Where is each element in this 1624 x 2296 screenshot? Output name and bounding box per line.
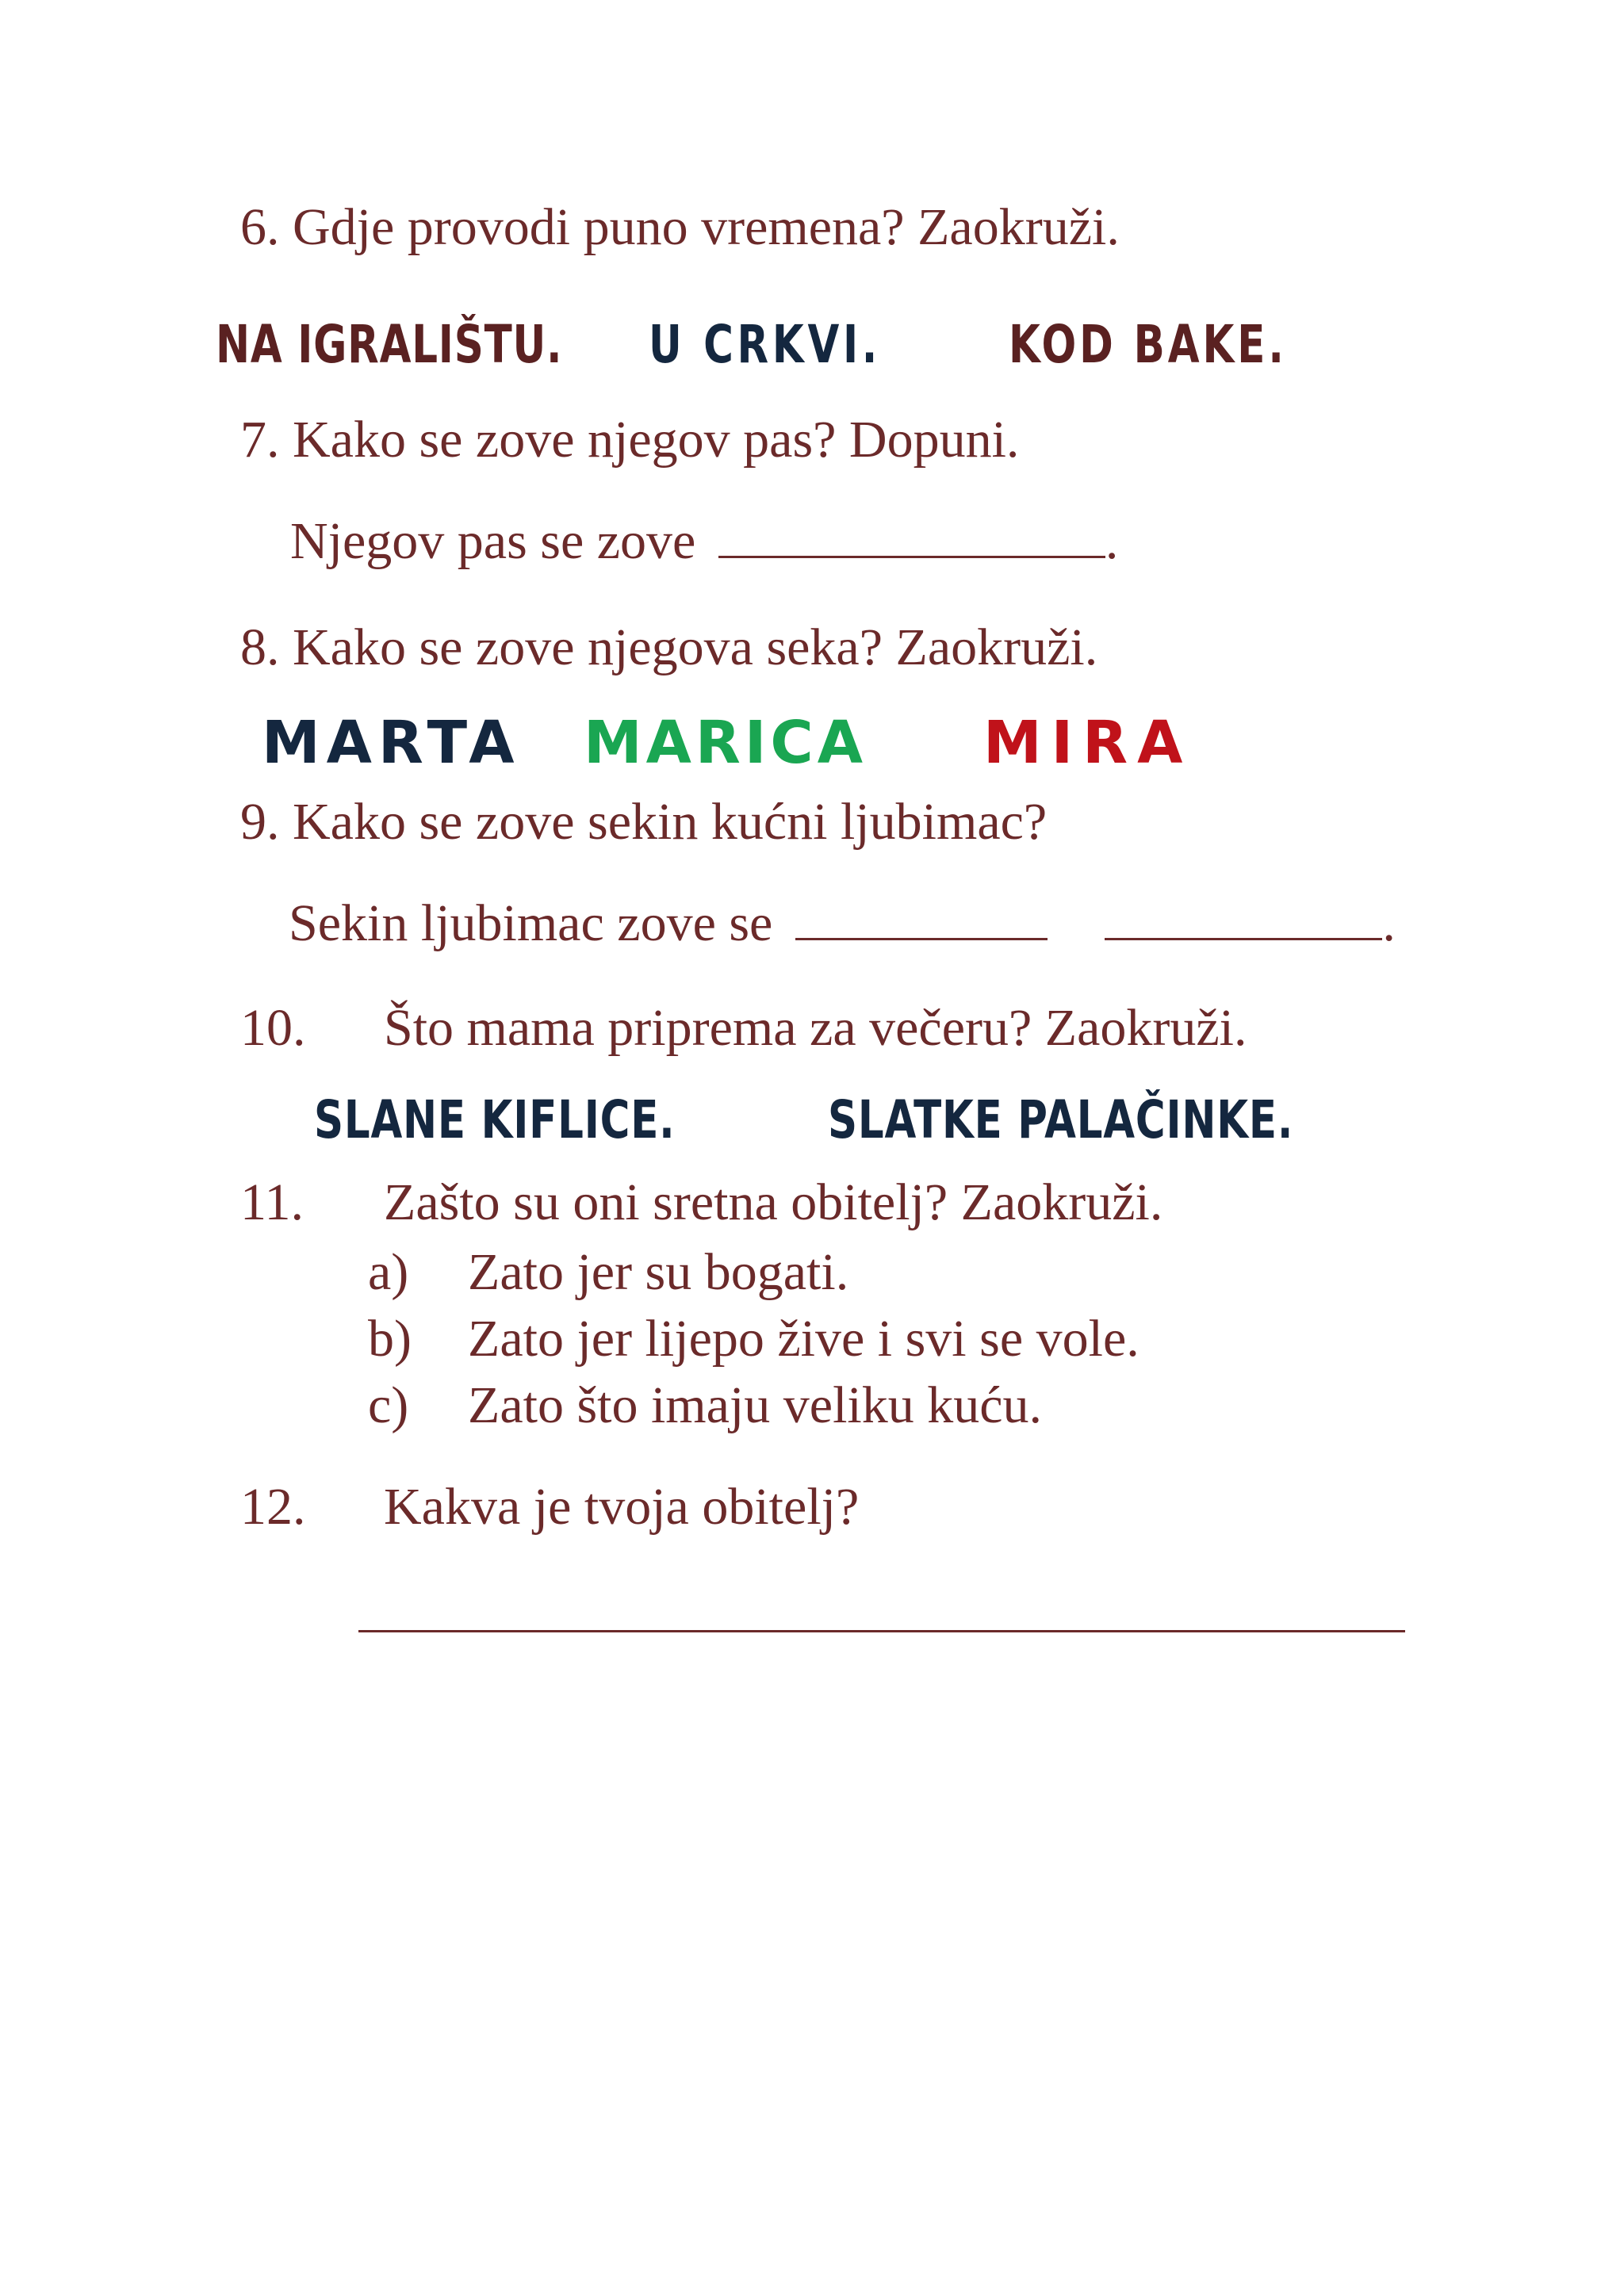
q6-option-baka[interactable]: KOD BAKE. [1009, 314, 1287, 375]
q8-option-mira[interactable]: MIRA [983, 709, 1193, 777]
question-6: 6. Gdje provodi puno vremena? Zaokruži. [240, 198, 1120, 256]
question-12-number: 12. [240, 1478, 306, 1536]
question-7: 7. Kako se zove njegov pas? Dopuni. [240, 411, 1020, 469]
q9-answer-suffix: . [1382, 894, 1396, 952]
q7-answer-blank[interactable] [718, 548, 1105, 558]
q11-answer-c[interactable]: Zato što imaju veliku kuću. [468, 1376, 1043, 1434]
q8-option-marta[interactable]: MARTA [262, 709, 521, 777]
q9-answer-blank-1[interactable] [795, 930, 1048, 940]
question-12: Kakva je tvoja obitelj? [384, 1478, 860, 1536]
question-10-number: 10. [240, 999, 306, 1057]
q11-answer-a-letter: a) [368, 1243, 409, 1301]
question-11: Zašto su oni sretna obitelj? Zaokruži. [384, 1173, 1163, 1231]
q11-answer-c-letter: c) [368, 1376, 409, 1434]
q8-option-marica[interactable]: MARICA [584, 709, 868, 777]
q10-option-palacinke[interactable]: SLATKE PALAČINKE. [828, 1089, 1294, 1150]
q7-answer-prefix: Njegov pas se zove [290, 512, 696, 570]
question-11-number: 11. [240, 1173, 304, 1231]
q7-answer-line [290, 512, 1119, 570]
q12-answer-blank[interactable] [358, 1630, 1405, 1632]
q11-answer-b[interactable]: Zato jer lijepo žive i svi se vole. [468, 1310, 1139, 1368]
q7-answer-suffix: . [1105, 512, 1119, 570]
q9-answer-prefix: Sekin ljubimac zove se [289, 894, 773, 952]
question-9: 9. Kako se zove sekin kućni ljubimac? [240, 793, 1048, 851]
q9-answer-blank-2[interactable] [1105, 930, 1382, 940]
question-8: 8. Kako se zove njegova seka? Zaokruži. [240, 618, 1098, 676]
q9-answer-line [289, 894, 1396, 952]
question-10: Što mama priprema za večeru? Zaokruži. [384, 999, 1247, 1057]
q10-option-kiflice[interactable]: SLANE KIFLICE. [314, 1089, 676, 1150]
q11-answer-a[interactable]: Zato jer su bogati. [468, 1243, 849, 1301]
q11-answer-b-letter: b) [368, 1310, 412, 1368]
q6-option-igraliste[interactable]: NA IGRALIŠTU. [216, 314, 563, 375]
q6-option-crkva[interactable]: U CRKVI. [649, 314, 882, 375]
